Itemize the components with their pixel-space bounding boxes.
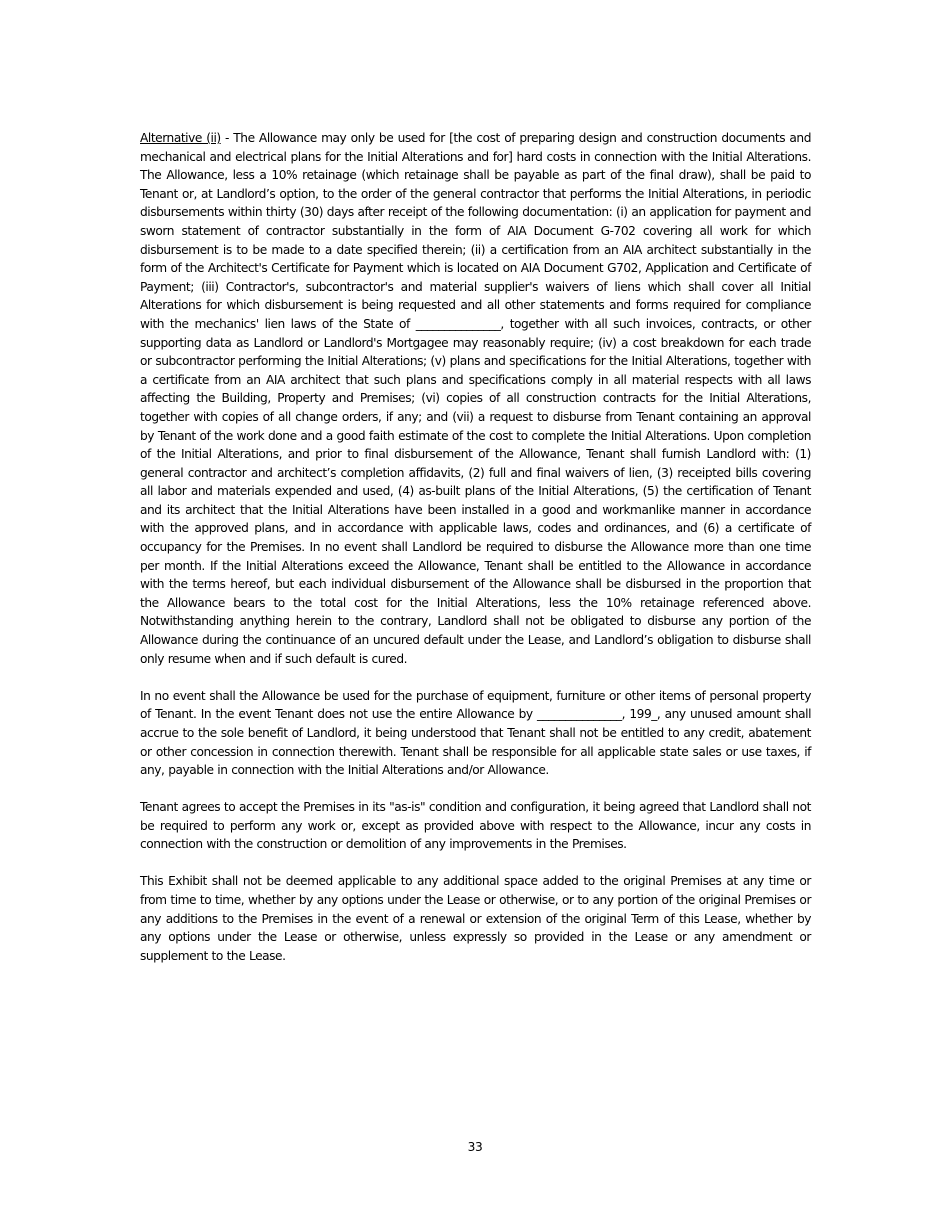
page-number: 33 [467, 1140, 483, 1154]
document-body [140, 129, 811, 984]
paragraph-allowance-restrictions: In no event shall the Allowance be used for the purchase of equipment, furniture or other items of personal property of Tenant. In the event Tenant does not use the entire Allowance by _______________, 199_, any unused amount shall accrue to the sole benefit of Landlord, it being understood that Tenant shall not be entitled to any credit, abatement or other concession in connection therewith. Tenant shall be responsible for all applicable state sales or use taxes, if any, payable in connection with the Initial Alterations and/or Allowance. [140, 688, 811, 778]
alternative-heading: Alternative (ii) [140, 131, 221, 145]
paragraph-as-is-condition: Tenant agrees to accept the Premises in its "as-is" condition and configuration, it being agreed that Landlord shall not be required to perform any work or, except as provided above with respect to the Allowance, incur any costs in connection with the construction or demolition of any improvements in the Premises. [140, 800, 811, 852]
paragraph-exhibit-applicability: This Exhibit shall not be deemed applicable to any additional space added to the original Premises at any time or from time to time, whether by any options under the Lease or otherwise, or to any portion of the original Premises or any additions to the Premises in the event of a renewal or extension of the original Term of this Lease, whether by any options under the Lease or otherwise, unless expressly so provided in the Lease or any amendment or supplement to the Lease. [140, 874, 811, 963]
paragraph-allowance-alternative-ii [140, 129, 811, 668]
paragraph-text: - The Allowance may only be used for [the cost of preparing design and construction documents and mechanical and electrical plans for the Initial Alterations and for] hard costs in connection with the Initial Alterations. The Allowance, less a 10% retainage (which retainage shall be payable as part of the final draw), shall be paid to Tenant or, at Landlord’s option, to the order of the general contractor that performs the Initial Alterations, in periodic disbursements within thirty (30) days after receipt of the following documentation: (i) an application for payment and sworn statement of contractor substantially in the form of AIA Document G-702 covering all work for which disbursement is to be made to a date specified therein; (ii) a certification from an AIA architect substantially in the form of the Architect's Certificate for Payment which is located on AIA Document G702, Application and Certificate of Payment; (iii) Contractor's, subcontractor's and material supplier's waivers of liens which shall cover all Initial Alterations for which disbursement is being requested and all other statements and forms required for compliance with the mechanics' lien laws of the State of _______________, together with all such invoices, contracts, or other supporting data as Landlord or Landlord's Mortgagee may reasonably require; (iv) a cost breakdown for each trade or subcontractor performing the Initial Alterations; (v) plans and specifications for the Initial Alterations, together with a certificate from an AIA architect that such plans and specifications comply in all material respects with all laws affecting the Building, Property and Premises; (vi) copies of all construction contracts for the Initial Alterations, together with copies of all change orders, if any; and (vii) a request to disburse from Tenant containing an approval by Tenant of the work done and a good faith estimate of the cost to complete the Initial Alterations. Upon completion of the Initial Alterations, and prior to final disbursement of the Allowance, Tenant shall furnish Landlord with: (1) general contractor and architect’s completion affidavits, (2) full and final waivers of lien, (3) receipted bills covering all labor and materials expended and used, (4) as-built plans of the Initial Alterations, (5) the certification of Tenant and its architect that the Initial Alterations have been installed in a good and workmanlike manner in accordance with the approved plans, and in accordance with applicable laws, codes and ordinances, and (6) a certificate of occupancy for the Premises. In no event shall Landlord be required to disburse the Allowance more than one time per month. If the Initial Alterations exceed the Allowance, Tenant shall be entitled to the Allowance in accordance with the terms hereof, but each individual disbursement of the Allowance shall be disbursed in the proportion that the Allowance bears to the total cost for the Initial Alterations, less the 10% retainage referenced above. Notwithstanding anything herein to the contrary, Landlord shall not be obligated to disburse any portion of the Allowance during the continuance of an uncured default under the Lease, and Landlord’s obligation to disburse shall only resume when and if such default is cured. [140, 131, 811, 666]
